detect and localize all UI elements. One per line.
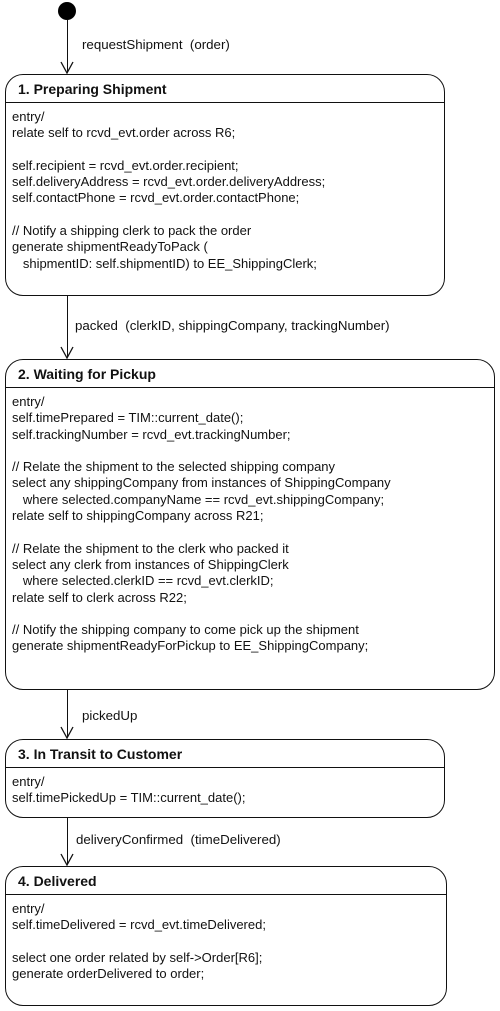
- action-line: entry/: [12, 109, 45, 124]
- state-entry-action: [6, 103, 444, 272]
- action-line: self.recipient = rcvd_evt.order.recipient;: [12, 157, 239, 173]
- action-line: generate shipmentReadyToPack (: [12, 239, 208, 255]
- arrowhead-4: [60, 854, 74, 866]
- state-title: 1. Preparing Shipment: [6, 75, 444, 103]
- action-line: self.deliveryAddress = rcvd_evt.order.deliveryAddress;: [12, 174, 326, 190]
- action-line: relate self to shippingCompany across R21;: [12, 508, 264, 524]
- action-line: select any clerk from instances of ShippingClerk: [12, 556, 289, 572]
- state-title: 4. Delivered: [6, 867, 446, 895]
- action-line: select any shippingCompany from instances of ShippingCompany: [12, 475, 391, 491]
- action-line: shipmentID: self.shipmentID) to EE_ShippingClerk;: [12, 255, 317, 271]
- arrowhead-3: [60, 727, 74, 739]
- arrowhead-2: [60, 347, 74, 359]
- transition-label-packed: packed (clerkID, shippingCompany, trackingNumber): [75, 318, 390, 333]
- action-line: generate orderDelivered to order;: [12, 966, 205, 982]
- action-line: self.timeDelivered = rcvd_evt.timeDelivered;: [12, 917, 266, 933]
- blank-line: [12, 524, 494, 540]
- action-line: entry/: [12, 394, 45, 409]
- action-line: // Relate the shipment to the clerk who packed it: [12, 540, 289, 556]
- action-line: self.contactPhone = rcvd_evt.order.contactPhone;: [12, 190, 300, 206]
- action-line: entry/: [12, 901, 45, 916]
- transition-label-picked-up: pickedUp: [82, 708, 138, 723]
- blank-line: [12, 142, 444, 158]
- state-title: 3. In Transit to Customer: [6, 740, 444, 768]
- state-title: 2. Waiting for Pickup: [6, 360, 494, 388]
- state-in-transit: [5, 739, 445, 818]
- state-waiting-for-pickup: [5, 359, 495, 690]
- action-line: where selected.clerkID == rcvd_evt.clerkID;: [12, 573, 274, 589]
- blank-line: [12, 443, 494, 459]
- transition-label-delivery-confirmed: deliveryConfirmed (timeDelivered): [76, 832, 281, 847]
- blank-line: [12, 934, 446, 950]
- action-line: // Notify the shipping company to come pick up the shipment: [12, 622, 359, 638]
- action-line: // Relate the shipment to the selected shipping company: [12, 459, 336, 475]
- state-entry-action: [6, 388, 494, 655]
- action-line: relate self to rcvd_evt.order across R6;: [12, 125, 236, 141]
- action-line: self.timePrepared = TIM::current_date();: [12, 410, 244, 426]
- state-entry-action: [6, 768, 444, 807]
- action-line: self.trackingNumber = rcvd_evt.trackingNumber;: [12, 426, 291, 442]
- action-line: self.timePickedUp = TIM::current_date();: [12, 790, 246, 806]
- action-line: where selected.companyName == rcvd_evt.shippingCompany;: [12, 491, 385, 507]
- blank-line: [12, 606, 494, 622]
- transition-label-request-shipment: requestShipment (order): [82, 37, 230, 52]
- action-line: generate shipmentReadyForPickup to EE_ShippingCompany;: [12, 638, 369, 654]
- state-entry-action: [6, 895, 446, 982]
- action-line: // Notify a shipping clerk to pack the order: [12, 223, 252, 239]
- action-line: entry/: [12, 774, 45, 789]
- action-line: relate self to clerk across R22;: [12, 589, 187, 605]
- blank-line: [12, 207, 444, 223]
- state-preparing-shipment: [5, 74, 445, 296]
- initial-state: [58, 2, 76, 20]
- state-delivered: [5, 866, 447, 1006]
- arrowhead-1: [60, 62, 74, 74]
- action-line: select one order related by self->Order[R6];: [12, 949, 263, 965]
